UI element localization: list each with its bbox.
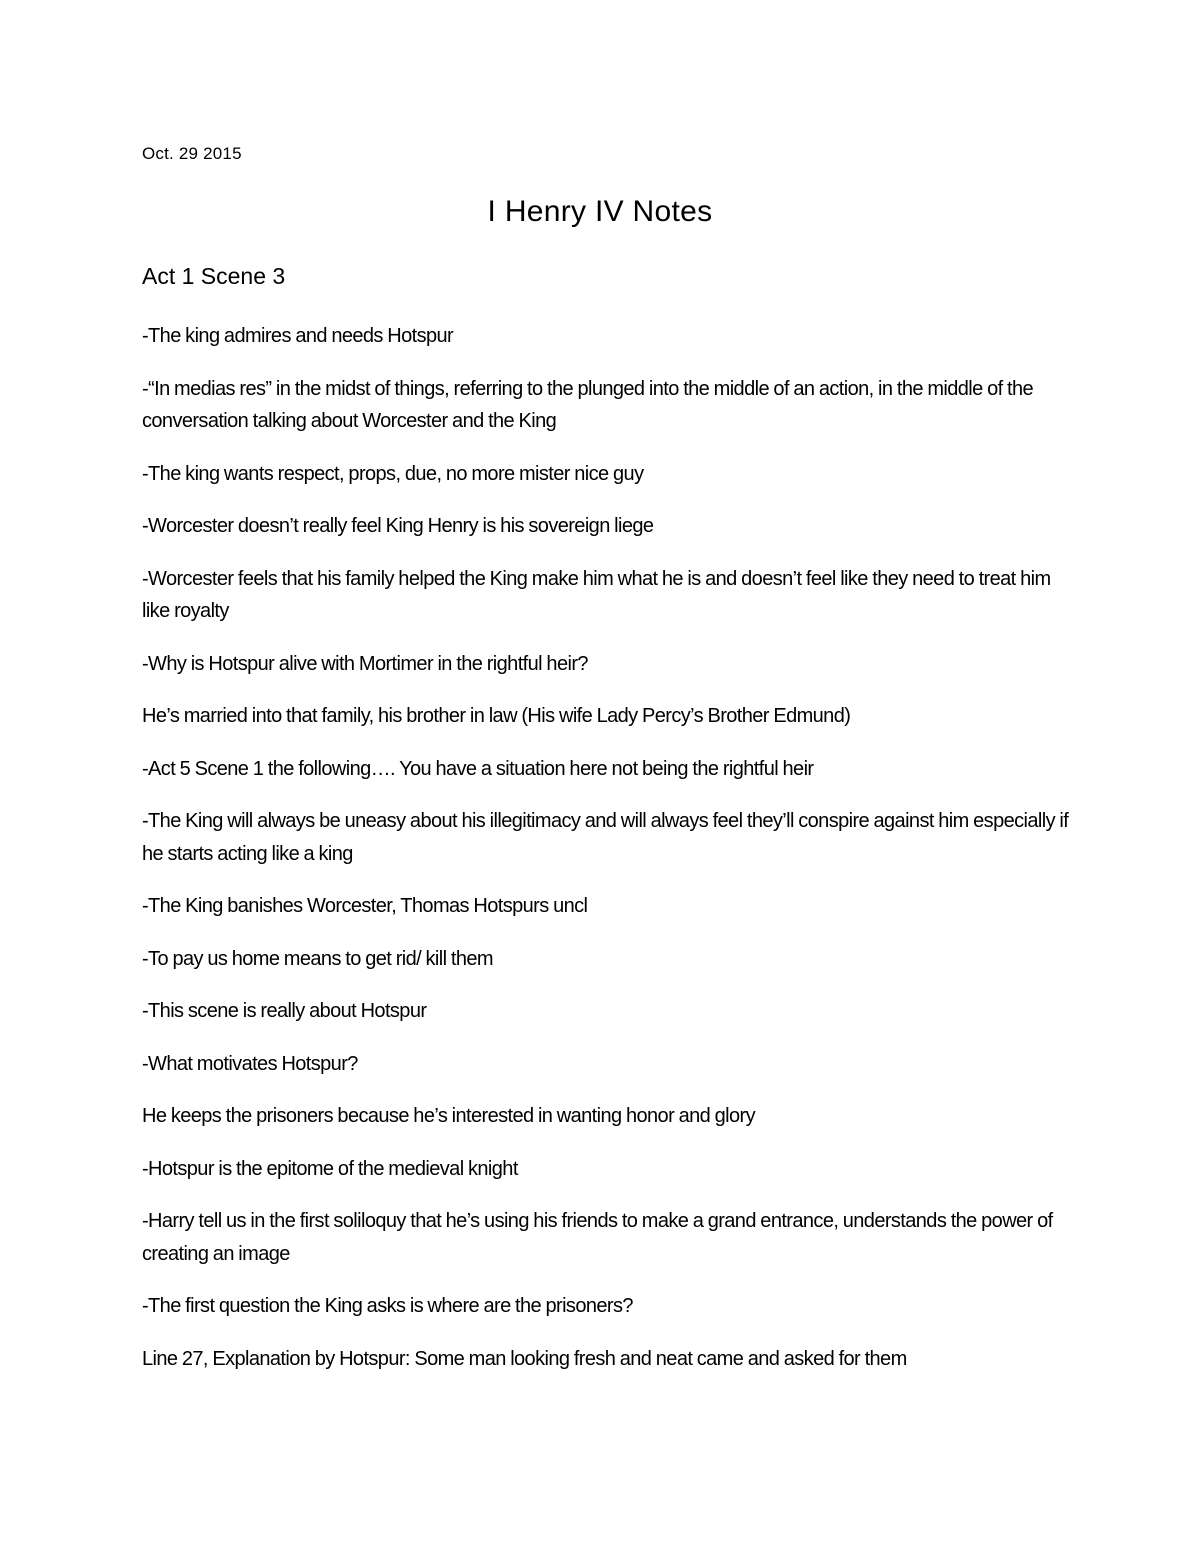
note-paragraph: -To pay us home means to get rid/ kill them [142,947,493,970]
note-paragraph: -Harry tell us in the first soliloquy that he’s using his friends to make a grand entrance, understands the power of creating an image [142,1210,1053,1265]
note-paragraph: -The king wants respect, props, due, no more mister nice guy [142,462,644,485]
note-paragraph: -The king admires and needs Hotspur [142,325,454,347]
note-paragraph: -The first question the King asks is where are the prisoners? [142,1295,633,1317]
note-paragraph: -What motivates Hotspur? [142,1052,358,1075]
note-paragraph: -Act 5 Scene 1 the following…. You have a situation here not being the rightful heir [142,757,814,780]
note-paragraph: Line 27, Explanation by Hotspur: Some man looking fresh and neat came and asked for them [142,1347,907,1370]
note-paragraph: -Why is Hotspur alive with Mortimer in the rightful heir? [142,652,588,675]
note-paragraph: He keeps the prisoners because he’s interested in wanting honor and glory [142,1105,755,1127]
document-date: Oct. 29 2015 [142,144,242,163]
note-paragraph: -Worcester doesn’t really feel King Henry is his sovereign liege [142,515,654,537]
note-paragraph: He’s married into that family, his brother in law (His wife Lady Percy’s Brother Edmund) [142,705,851,727]
note-paragraph: -The King will always be uneasy about his illegitimacy and will always feel they’ll conspire against him especially if he starts acting like a king [142,810,1069,865]
document-title: I Henry IV Notes [487,195,713,228]
section-heading: Act 1 Scene 3 [142,263,286,289]
note-paragraph: -“In medias res” in the midst of things, referring to the plunged into the middle of an action, in the middle of the conversation talking about Worcester and the King [142,377,1034,432]
note-paragraph: -The King banishes Worcester, Thomas Hotspurs uncl [142,895,588,917]
notes-list [142,320,1072,1395]
note-paragraph: -This scene is really about Hotspur [142,1000,427,1022]
note-paragraph: -Hotspur is the epitome of the medieval knight [142,1157,518,1180]
note-paragraph: -Worcester feels that his family helped the King make him what he is and doesn’t feel like they need to treat him like royalty [142,567,1051,622]
